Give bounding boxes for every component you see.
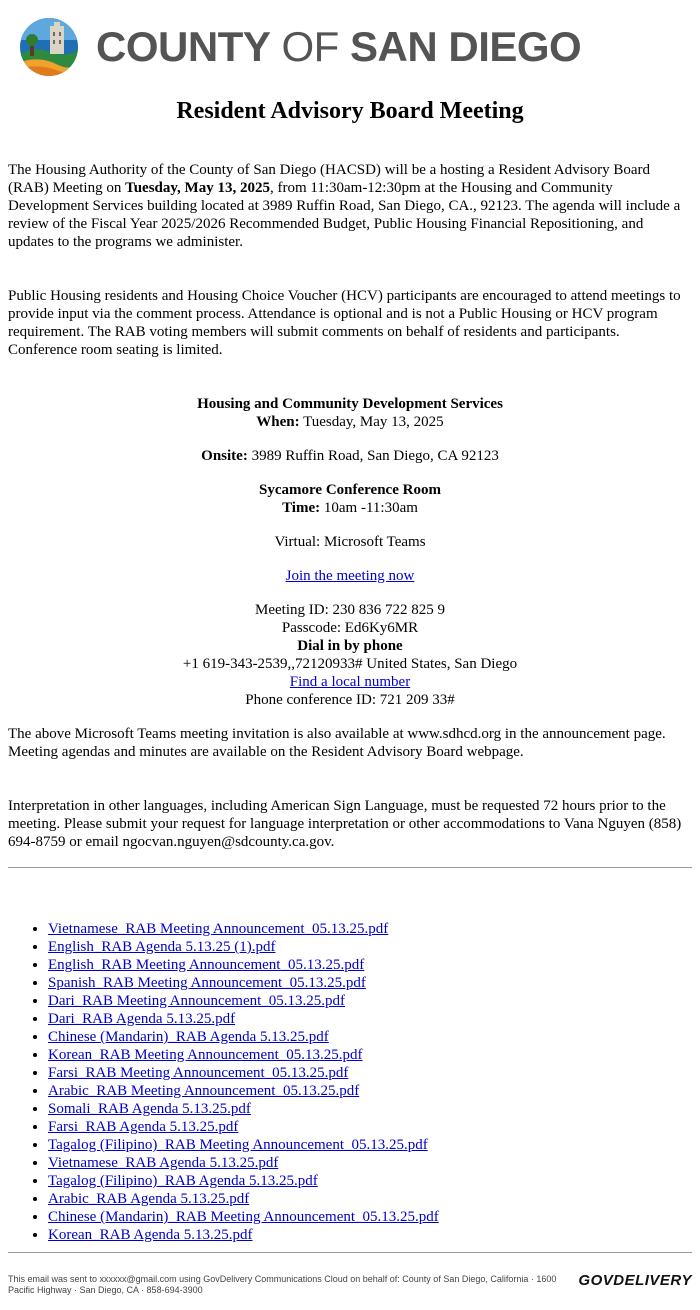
attachment-item [48, 1010, 692, 1028]
intro-date: Tuesday, May 13, 2025 [125, 180, 270, 196]
attachment-link[interactable]: Tagalog (Filipino)_RAB Agenda 5.13.25.pdf [48, 1173, 318, 1189]
county-logo[interactable] [20, 18, 581, 76]
footer-divider [8, 1252, 692, 1253]
attachment-item [48, 992, 692, 1010]
onsite-value: 3989 Ruffin Road, San Diego, CA 92123 [247, 448, 499, 464]
county-wordmark [96, 23, 582, 70]
dial-in-number: +1 619-343-2539,,72120933# United States, San Diego [182, 656, 518, 672]
meeting-passcode: Passcode: Ed6Ky6MR [281, 620, 419, 636]
attachment-item [48, 1208, 692, 1226]
attachment-item [48, 1082, 692, 1100]
time-label: Time: [282, 500, 321, 516]
attachment-link[interactable]: Korean_RAB Meeting Announcement_05.13.25.pdf [48, 1047, 363, 1063]
meeting-when [8, 413, 692, 431]
phone-conference-id: Phone conference ID: 721 209 33# [245, 692, 455, 708]
onsite-label: Onsite: [201, 448, 248, 464]
attachment-item [48, 1046, 692, 1064]
attachment-item [48, 1226, 692, 1244]
attachment-item [48, 1136, 692, 1154]
footer [8, 1252, 692, 1295]
attachment-link[interactable]: Spanish_RAB Meeting Announcement_05.13.25.pdf [48, 975, 366, 991]
meeting-time [8, 499, 692, 517]
attachment-item [48, 938, 692, 956]
attachment-item [48, 920, 692, 938]
attachment-item [48, 1028, 692, 1046]
attachment-link[interactable]: Chinese (Mandarin)_RAB Agenda 5.13.25.pdf [48, 1029, 329, 1045]
attachment-link[interactable]: Somali_RAB Agenda 5.13.25.pdf [48, 1101, 251, 1117]
attachment-item [48, 1190, 692, 1208]
meeting-details [8, 395, 692, 709]
attachment-link[interactable]: Arabic_RAB Meeting Announcement_05.13.25.pdf [48, 1083, 360, 1099]
when-label: When: [256, 414, 300, 430]
interpretation-paragraph: Interpretation in other languages, including American Sign Language, must be requested 72 hours prior to the meeting. Please submit your request for language interpretation or other accommodations to Vana Nguyen (858) 694-8759 or email ngocvan.nguyen@sdcounty.ca.gov. [8, 798, 682, 850]
attachment-link[interactable]: Vietnamese_RAB Agenda 5.13.25.pdf [48, 1155, 279, 1171]
attachment-link[interactable]: Farsi_RAB Agenda 5.13.25.pdf [48, 1119, 239, 1135]
dial-in-label: Dial in by phone [297, 638, 403, 654]
attachment-link[interactable]: Korean_RAB Agenda 5.13.25.pdf [48, 1227, 253, 1243]
county-seal-icon [20, 18, 78, 76]
meeting-virtual: Virtual: Microsoft Teams [274, 534, 426, 550]
attachment-link[interactable]: English_RAB Meeting Announcement_05.13.25.pdf [48, 957, 365, 973]
email-body [8, 161, 692, 1244]
join-meeting-link[interactable]: Join the meeting now [285, 568, 415, 584]
page-title: Resident Advisory Board Meeting [176, 98, 524, 124]
time-value: 10am -11:30am [320, 500, 418, 516]
attachment-link[interactable]: Chinese (Mandarin)_RAB Meeting Announcement_05.13.25.pdf [48, 1209, 439, 1225]
attachment-item [48, 1154, 692, 1172]
footer-text: This email was sent to xxxxxx@gmail.com using GovDelivery Communications Cloud on behalf of: County of San Diego, California · 1600 Pacific Highway · San Diego, CA · 858-694-3900 [8, 1274, 557, 1295]
intro-text-b: , from 11:30am-12:30pm at the Housing and Community Development Services building located at 3989 Ruffin Road, San Diego, CA., 92123. The agenda will include a review of the Fiscal Year 2025/2026 Recommended Budget, Public Housing Financial Repositioning, and updates to the programs we administer. [8, 180, 681, 250]
attachment-item [48, 974, 692, 992]
when-value: Tuesday, May 13, 2025 [299, 414, 444, 430]
meeting-room: Sycamore Conference Room [259, 482, 441, 498]
attachment-link[interactable]: Arabic_RAB Agenda 5.13.25.pdf [48, 1191, 250, 1207]
attachment-item [48, 956, 692, 974]
meeting-onsite [8, 447, 692, 465]
attendance-paragraph: Public Housing residents and Housing Choice Voucher (HCV) participants are encouraged to attend meetings to provide input via the comment process. Attendance is optional and is not a Public Housing or HCV program requirement. The RAB voting members will submit comments on behalf of residents and participants. Conference room seating is limited. [8, 288, 681, 358]
attachment-item [48, 1118, 692, 1136]
intro-text-a: The Housing Authority of the County of San Diego (HACSD) will be a hosting a Resident Advisory Board (RAB) Meeting on [8, 162, 651, 196]
attachment-item [48, 1100, 692, 1118]
logo-county: COUNTY [96, 23, 271, 70]
find-local-number-link[interactable]: Find a local number [289, 674, 411, 690]
teams-availability-paragraph: The above Microsoft Teams meeting invitation is also available at www.sdhcd.org in the announcement page. Meeting agendas and minutes are available on the Resident Advisory Board webpage. [8, 726, 666, 760]
divider [8, 867, 692, 868]
attachment-link[interactable]: English_RAB Agenda 5.13.25 (1).pdf [48, 939, 276, 955]
logo-name: SAN DIEGO [350, 23, 582, 70]
meeting-org: Housing and Community Development Services [197, 396, 503, 412]
attachment-link[interactable]: Tagalog (Filipino)_RAB Meeting Announcement_05.13.25.pdf [48, 1137, 428, 1153]
logo-of: OF [281, 23, 339, 70]
attachment-item [48, 1172, 692, 1190]
intro-paragraph [8, 161, 692, 251]
govdelivery-logo[interactable]: GOVDELIVERY [578, 1272, 692, 1289]
attachment-link[interactable]: Farsi_RAB Meeting Announcement_05.13.25.pdf [48, 1065, 349, 1081]
meeting-id: Meeting ID: 230 836 722 825 9 [255, 602, 445, 618]
attachment-list [8, 920, 692, 1244]
attachment-link[interactable]: Vietnamese_RAB Meeting Announcement_05.13.25.pdf [48, 921, 389, 937]
attachment-link[interactable]: Dari_RAB Agenda 5.13.25.pdf [48, 1011, 236, 1027]
attachment-item [48, 1064, 692, 1082]
attachment-link[interactable]: Dari_RAB Meeting Announcement_05.13.25.pdf [48, 993, 346, 1009]
